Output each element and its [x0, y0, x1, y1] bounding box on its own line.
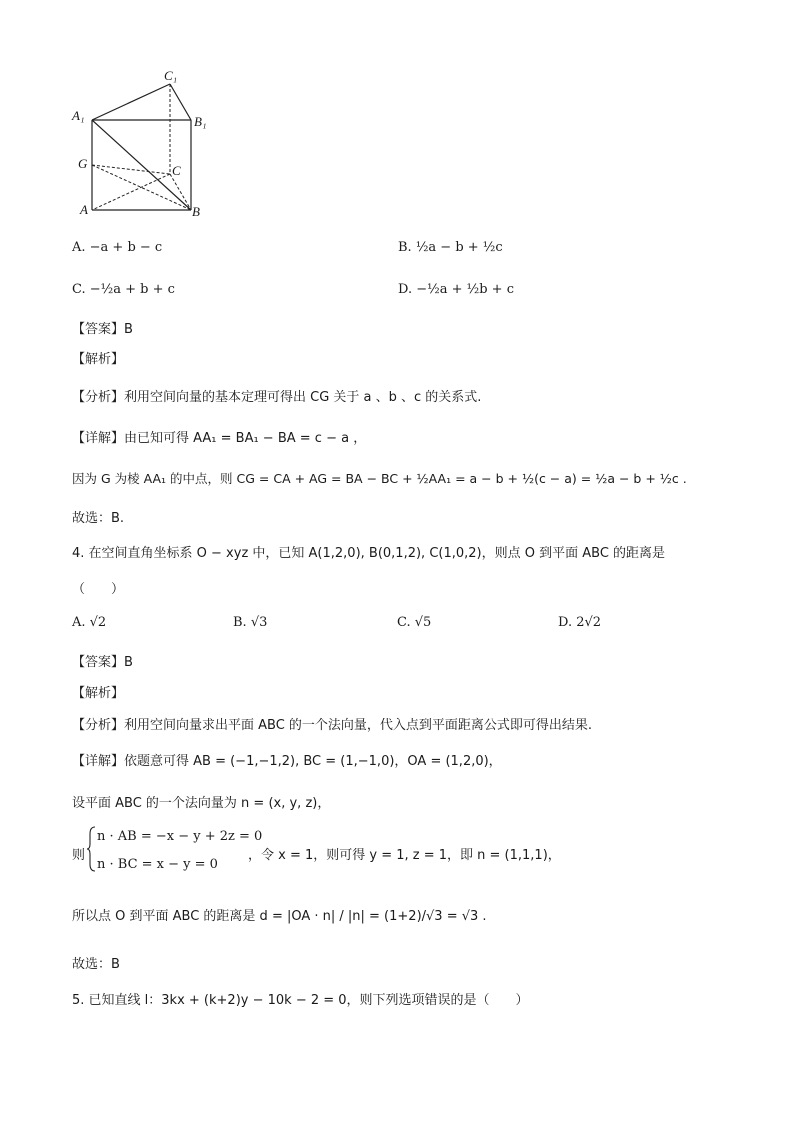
q4-option-c: C. √5: [397, 615, 432, 630]
q4-detail-2: 设平面 ABC 的一个法向量为 n = (x, y, z)，: [72, 796, 331, 811]
q5-stem: 5. 已知直线 l：3kx + (k+2)y − 10k − 2 = 0，则下列选项错误的是（ ）: [72, 993, 529, 1008]
q3-option-d: D. −½a + ½b + c: [398, 282, 514, 297]
q3-option-a: A. −a + b − c: [72, 240, 163, 255]
q4-system-line-1: n · AB = −x − y + 2z = 0: [97, 829, 263, 844]
label-c1: C₁: [164, 68, 178, 83]
label-b: B: [192, 204, 200, 219]
q3-detail-1: 【详解】由已知可得 AA₁ = BA₁ − BA = c − a ，: [72, 431, 367, 446]
prism-figure: [70, 62, 220, 222]
q4-system-line-2: n · BC = x − y = 0: [97, 857, 218, 872]
q3-jiexi: 【解析】: [72, 352, 125, 367]
edge-c-a: [92, 174, 170, 210]
q4-system-prefix: 则: [72, 848, 86, 863]
q3-option-b: B. ½a − b + ½c: [398, 240, 503, 255]
q3-choice: 故选：B.: [72, 511, 125, 526]
q4-distance: 所以点 O 到平面 ABC 的距离是 d = |OA · n| / |n| = (1+2)/√3 = √3 .: [72, 909, 487, 924]
edge-g-c: [92, 165, 170, 174]
q3-option-c: C. −½a + b + c: [72, 282, 175, 297]
q4-paren: （ ）: [72, 582, 125, 597]
label-c: C: [172, 163, 181, 178]
label-b1: B₁: [194, 114, 207, 129]
q4-option-d: D. 2√2: [558, 615, 602, 630]
q4-stem: 4. 在空间直角坐标系 O − xyz 中，已知 A(1,2,0), B(0,1,2), C(1,0,2)，则点 O 到平面 ABC 的距离是: [72, 546, 666, 561]
q4-choice: 故选：B: [72, 957, 120, 972]
brace-icon: [86, 826, 96, 872]
q4-detail-1: 【详解】依题意可得 AB = (−1,−1,2), BC = (1,−1,0)，OA = (1,2,0)，: [72, 754, 502, 769]
edge-c1-b1: [170, 84, 191, 120]
q4-option-b: B. √3: [233, 615, 268, 630]
q3-answer: 【答案】B: [72, 322, 133, 337]
q3-detail-2: 因为 G 为棱 AA₁ 的中点，则 CG = CA + AG = BA − BC + ½AA₁ = a − b + ½(c − a) = ½a − b + ½c .: [72, 471, 687, 486]
q3-analysis: 【分析】利用空间向量的基本定理可得出 CG 关于 a 、b 、c 的关系式.: [72, 390, 482, 405]
q4-option-a: A. √2: [72, 615, 107, 630]
edge-c-b: [170, 174, 191, 210]
q4-system-suffix: ，令 x = 1，则可得 y = 1, z = 1，即 n = (1,1,1)，: [248, 848, 561, 863]
q4-analysis: 【分析】利用空间向量求出平面 ABC 的一个法向量，代入点到平面距离公式即可得出结果.: [72, 718, 593, 733]
edge-a1-c1: [92, 84, 170, 120]
q4-jiexi: 【解析】: [72, 686, 125, 701]
label-a1: A₁: [72, 108, 85, 123]
label-g: G: [78, 156, 88, 171]
label-a: A: [80, 202, 88, 217]
q4-answer: 【答案】B: [72, 655, 133, 670]
